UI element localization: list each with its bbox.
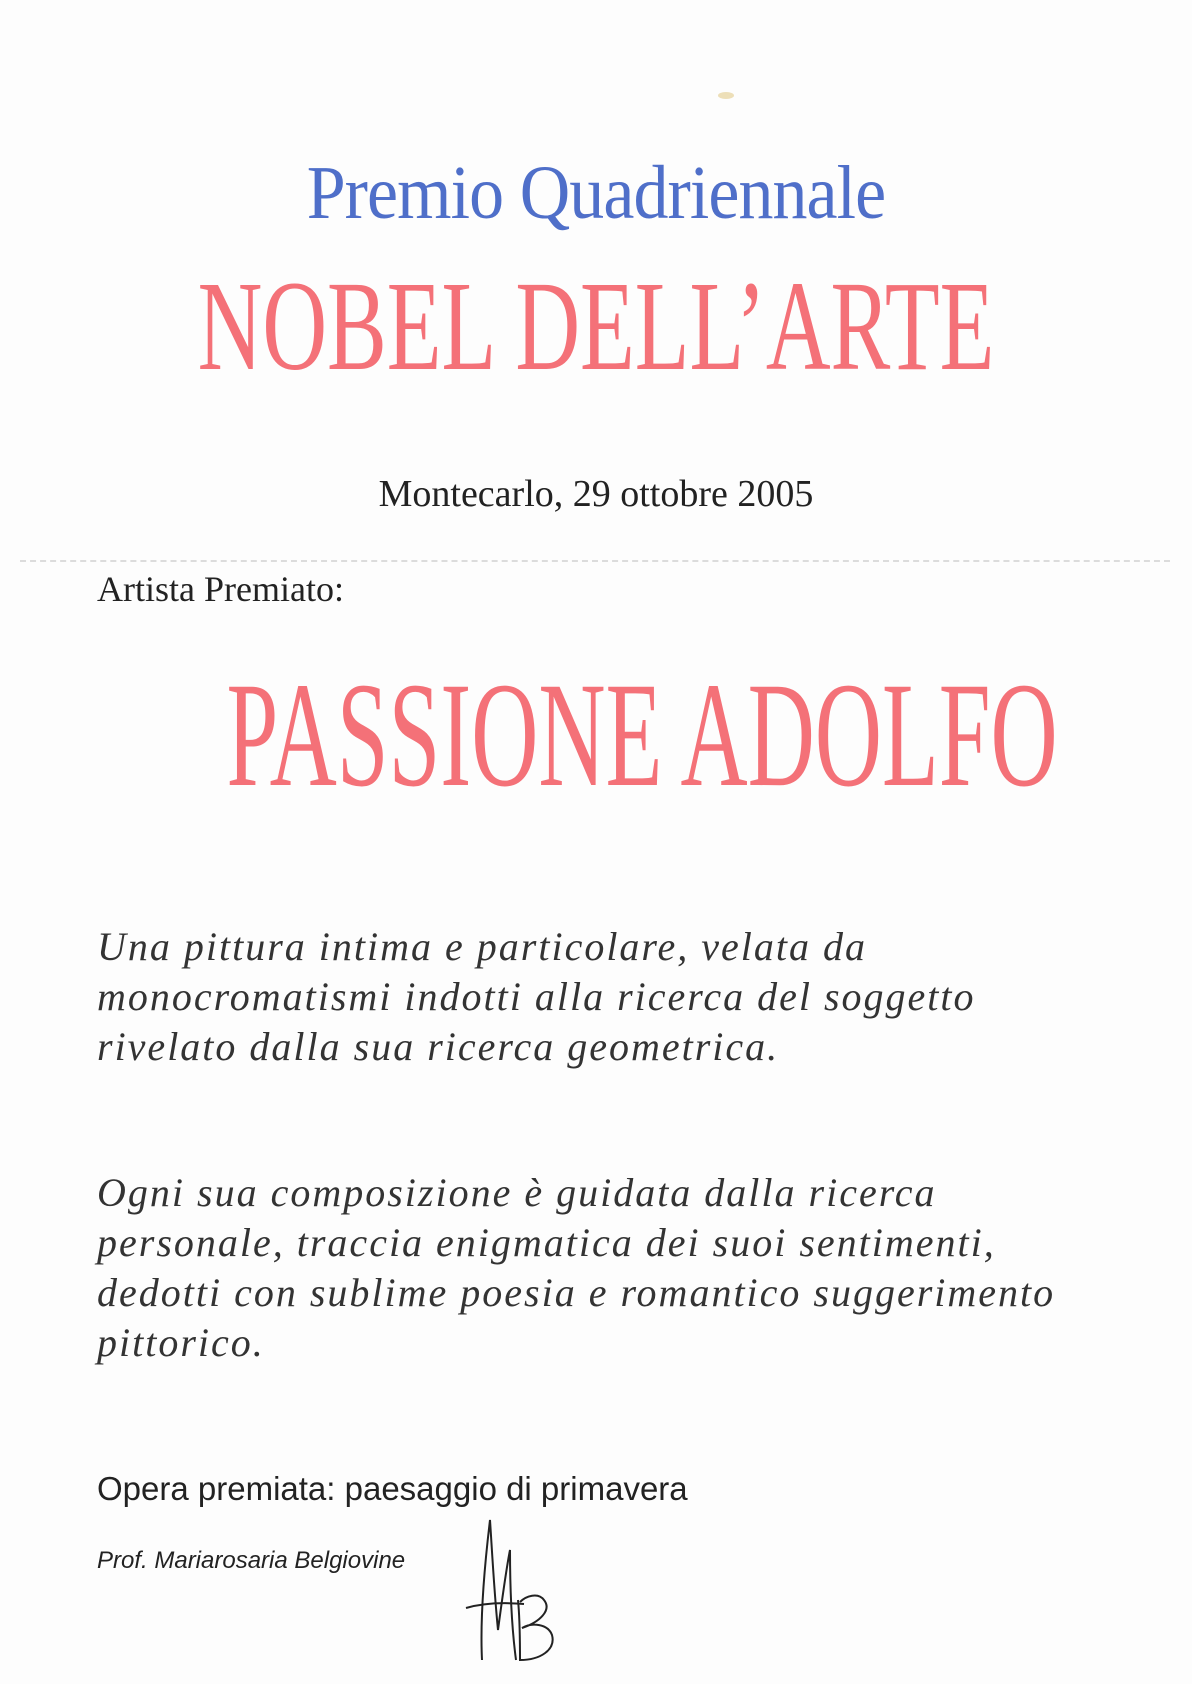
artist-label: Artista Premiato: — [97, 569, 344, 609]
award-name: Premio Quadriennale — [306, 151, 886, 235]
artist-name: PASSIONE ADOLFO — [226, 652, 1058, 818]
citation-paragraph-2: Ogni sua composizione è guidata dalla ricerca personale, traccia enigmatica dei suoi sentimenti, dedotti con sublime poesia e romantico suggerimento pittorico. — [97, 1170, 1056, 1365]
award-title: NOBEL DELL’ARTE — [197, 255, 995, 397]
fold-crease-divider — [20, 560, 1170, 562]
signer-name: Prof. Mariarosaria Belgiovine — [97, 1547, 406, 1574]
citation-paragraph-1: Una pittura intima e particolare, velata da monocromatismi indotti alla ricerca del soggetto rivelato dalla sua ricerca geometrica. — [97, 924, 976, 1069]
awarded-work: Opera premiata: paesaggio di primavera — [97, 1470, 688, 1507]
date-line: Montecarlo, 29 ottobre 2005 — [378, 473, 814, 515]
handwritten-signature — [460, 1510, 570, 1670]
paper-stain — [718, 92, 734, 99]
